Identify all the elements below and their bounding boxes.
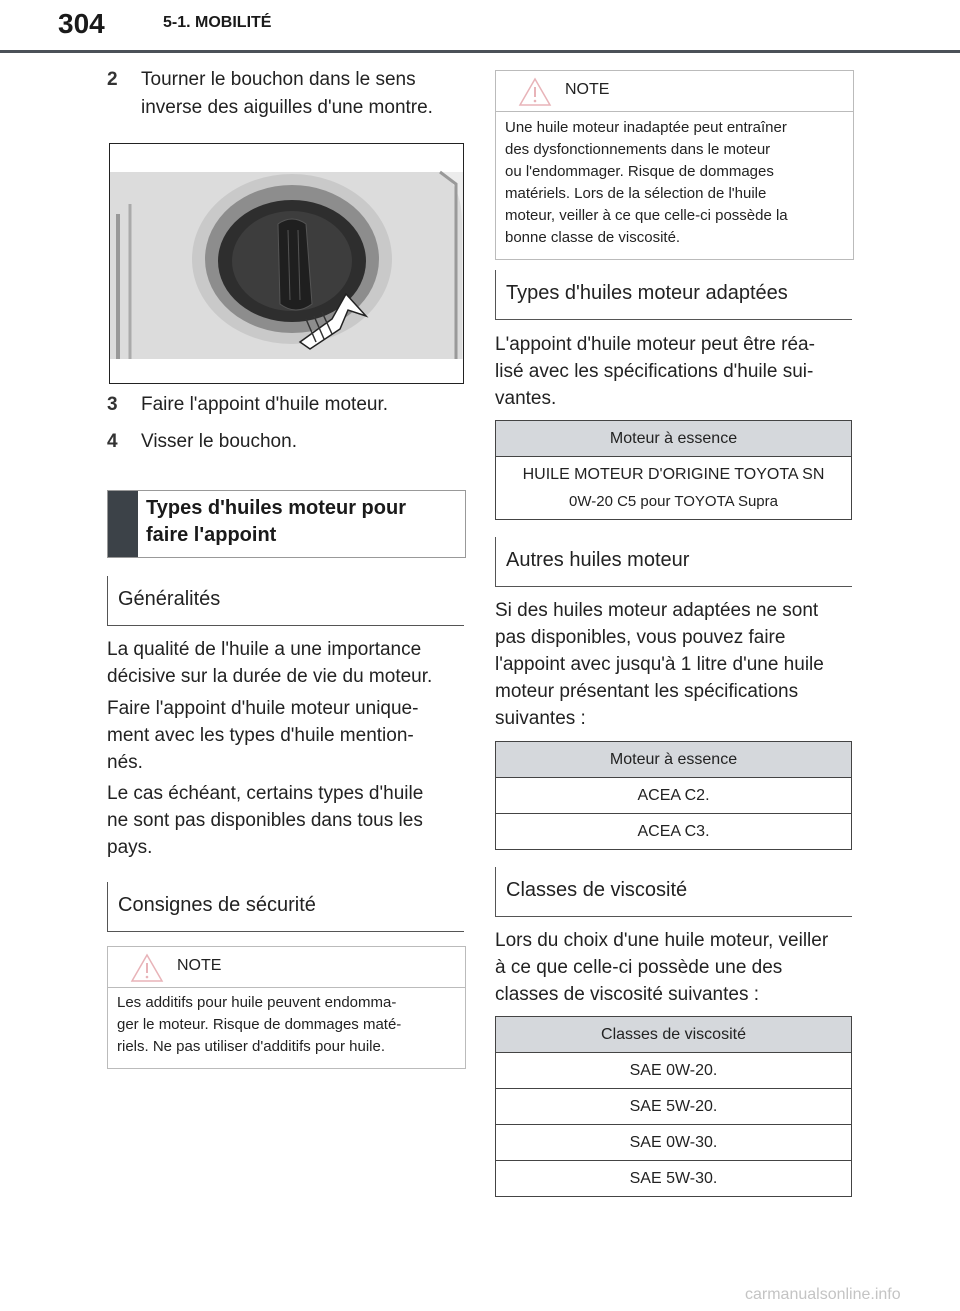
- paragraph-quality: [107, 636, 432, 690]
- subheading-adaptees: [495, 270, 852, 320]
- subheading-autres: [495, 537, 852, 587]
- table-header-cell: Moteur à essence: [496, 742, 852, 778]
- subheading-text: Classes de viscosité: [506, 879, 688, 901]
- subheading-rule: [107, 931, 464, 932]
- text-line: moteur, veiller à ce que celle-ci possède la: [505, 207, 788, 224]
- table-autres: [495, 741, 852, 850]
- text-line: La qualité de l'huile a une importance: [107, 639, 422, 660]
- text-line: ment avec les types d'huile mention-: [107, 725, 414, 746]
- text-line: lisé avec les spécifications d'huile sui-: [495, 361, 814, 382]
- note-header: [108, 947, 465, 988]
- text-line: pas disponibles, vous pouvez faire: [495, 627, 786, 648]
- paragraph-autres: [495, 597, 824, 732]
- subheading-text: Généralités: [118, 588, 221, 610]
- step-4: [107, 428, 297, 455]
- text-line: des dysfonctionnements dans le moteur: [505, 141, 771, 158]
- table-adaptees: [495, 420, 852, 520]
- table-cell: ACEA C2.: [496, 778, 852, 814]
- subheading-rule: [495, 537, 496, 587]
- oil-cap-drawing: [110, 144, 463, 383]
- step-number: 4: [107, 431, 118, 452]
- step-number: 2: [107, 69, 118, 90]
- text-line: ne sont pas disponibles dans tous les: [107, 810, 423, 831]
- table-header-cell: Classes de viscosité: [496, 1017, 852, 1053]
- text-line: bonne classe de viscosité.: [505, 229, 681, 246]
- warning-triangle-icon: [518, 77, 552, 107]
- table-viscosite: [495, 1016, 852, 1197]
- page-number: 304: [58, 8, 105, 39]
- text-line: ger le moteur. Risque de dommages maté-: [117, 1016, 402, 1033]
- subheading-rule: [107, 882, 108, 932]
- paragraph-viscosite: [495, 927, 828, 1008]
- section-banner: [107, 490, 466, 558]
- table-header-row: [496, 742, 852, 778]
- table-header-row: [496, 421, 852, 457]
- table-row: [496, 778, 852, 814]
- text-line: ou l'endommager. Risque de dommages: [505, 163, 774, 180]
- note-header: [496, 71, 853, 112]
- text-line: HUILE MOTEUR D'ORIGINE TOYOTA SN: [522, 466, 825, 483]
- step-text: Visser le bouchon.: [141, 431, 297, 452]
- subheading-text: Types d'huiles moteur adaptées: [506, 282, 788, 304]
- subheading-rule: [495, 916, 852, 917]
- step-2-continuation: inverse des aiguilles d'une montre.: [141, 97, 433, 118]
- text-line: l'appoint avec jusqu'à 1 litre d'une huile: [495, 654, 824, 675]
- text-line: pays.: [107, 837, 153, 858]
- subheading-rule: [107, 576, 108, 626]
- table-cell: SAE 0W-30.: [496, 1125, 852, 1161]
- note-box-additives: [107, 946, 466, 1069]
- subheading-rule: [495, 270, 496, 320]
- section-title: 5-1. MOBILITÉ: [163, 14, 272, 31]
- banner-bar: [108, 491, 138, 557]
- subheading-rule: [495, 586, 852, 587]
- text-line: à ce que celle-ci possède une des: [495, 957, 783, 978]
- header-divider: [0, 50, 960, 53]
- table-row: [496, 457, 852, 520]
- step-number: 3: [107, 394, 118, 415]
- note-text: [505, 117, 788, 249]
- text-line: décisive sur la durée de vie du moteur.: [107, 666, 433, 687]
- table-cell: SAE 5W-20.: [496, 1089, 852, 1125]
- paragraph-adaptees: [495, 331, 815, 412]
- table-row: [496, 1125, 852, 1161]
- footer-watermark: carmanualsonline.info: [745, 1286, 901, 1303]
- warning-triangle-icon: [130, 953, 164, 983]
- table-row: [496, 1161, 852, 1197]
- text-line: vantes.: [495, 388, 557, 409]
- subheading-rule: [495, 867, 496, 917]
- subheading-rule: [107, 625, 464, 626]
- paragraph-types: [107, 695, 418, 776]
- note-label: NOTE: [565, 81, 610, 98]
- page-header: [0, 0, 960, 50]
- text-line: Faire l'appoint d'huile moteur unique-: [107, 698, 419, 719]
- text-line: moteur présentant les spécifications: [495, 681, 799, 702]
- table-row: [496, 814, 852, 850]
- paragraph-availability: [107, 780, 423, 861]
- banner-title-line: faire l'appoint: [146, 524, 277, 546]
- text-line: 0W-20 C5 pour TOYOTA Supra: [569, 493, 778, 510]
- table-cell: ACEA C3.: [496, 814, 852, 850]
- text-line: Une huile moteur inadaptée peut entraîner: [505, 119, 787, 136]
- step-2: [107, 66, 416, 93]
- table-cell: SAE 0W-20.: [496, 1053, 852, 1089]
- text-line: nés.: [107, 752, 143, 773]
- text-line: matériels. Lors de la sélection de l'huile: [505, 185, 767, 202]
- text-line: classes de viscosité suivantes :: [495, 984, 760, 1005]
- table-row: [496, 1053, 852, 1089]
- note-box-viscosity: [495, 70, 854, 260]
- text-line: Si des huiles moteur adaptées ne sont: [495, 600, 819, 621]
- subheading-viscosite: [495, 867, 852, 917]
- banner-title-line: Types d'huiles moteur pour: [146, 497, 406, 519]
- text-line: Lors du choix d'une huile moteur, veiller: [495, 930, 829, 951]
- subheading-rule: [495, 319, 852, 320]
- note-text: [117, 992, 401, 1058]
- text-line: Le cas échéant, certains types d'huile: [107, 783, 424, 804]
- table-header-row: [496, 1017, 852, 1053]
- subheading-generalites: [107, 576, 464, 626]
- table-cell: [496, 457, 852, 520]
- step-text: Faire l'appoint d'huile moteur.: [141, 394, 389, 415]
- text-line: riels. Ne pas utiliser d'additifs pour huile.: [117, 1038, 385, 1055]
- subheading-text: Consignes de sécurité: [118, 894, 316, 916]
- step-3: [107, 391, 388, 418]
- text-line: suivantes :: [495, 708, 586, 729]
- table-cell: SAE 5W-30.: [496, 1161, 852, 1197]
- note-label: NOTE: [177, 957, 222, 974]
- table-header-cell: Moteur à essence: [496, 421, 852, 457]
- table-row: [496, 1089, 852, 1125]
- oil-cap-illustration: [109, 143, 464, 384]
- banner-title: [146, 495, 406, 549]
- step-text: Tourner le bouchon dans le sens: [141, 69, 416, 90]
- subheading-consignes: [107, 882, 464, 932]
- text-line: L'appoint d'huile moteur peut être réa-: [495, 334, 815, 355]
- text-line: Les additifs pour huile peuvent endomma-: [117, 994, 397, 1011]
- subheading-text: Autres huiles moteur: [506, 549, 690, 571]
